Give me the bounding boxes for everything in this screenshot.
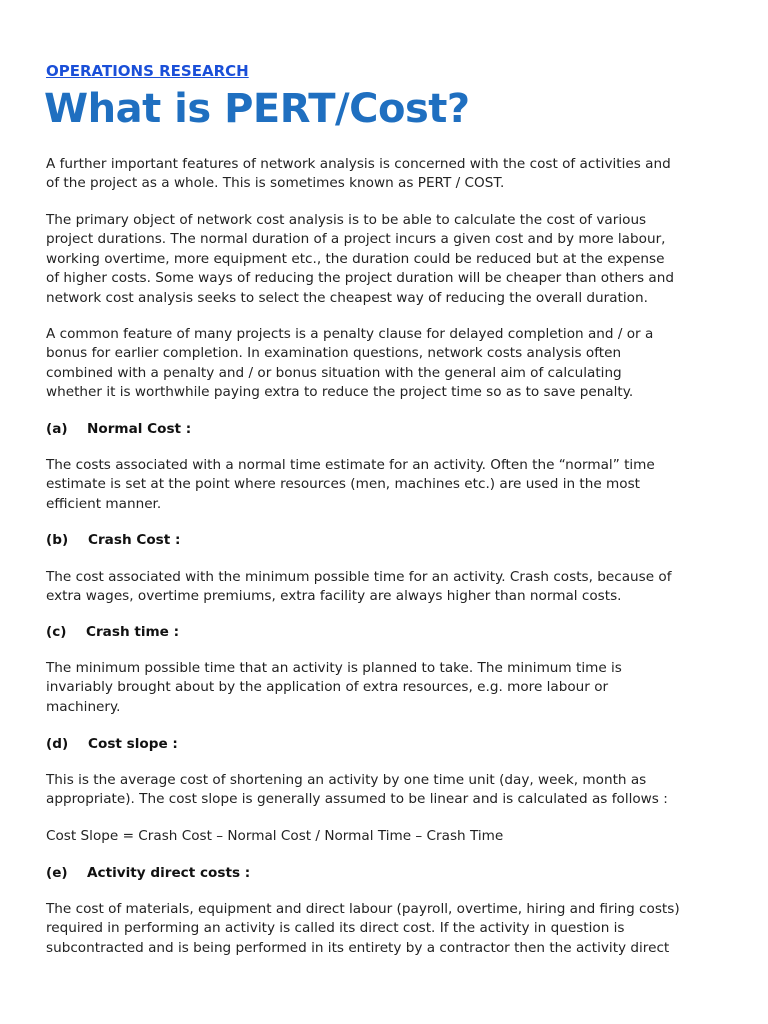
section-heading-crash-cost — [46, 531, 180, 550]
paragraph-line: The costs associated with a normal time estimate for an activity. Often the “normal” time — [46, 457, 655, 473]
section-letter: (b) — [46, 532, 69, 548]
section-title: Crash time : — [86, 624, 180, 640]
section-body-crash-cost — [46, 568, 678, 607]
paragraph-line: The minimum possible time that an activity is planned to take. The minimum time is — [46, 660, 622, 676]
intro-paragraph-3 — [46, 325, 678, 403]
paragraph-line: working overtime, more equipment etc., the duration could be reduced but at the expense — [46, 250, 665, 267]
section-title: Crash Cost : — [88, 532, 181, 548]
paragraph-line: The primary object of network cost analysis is to be able to calculate the cost of various — [46, 212, 647, 228]
formula-line: Cost Slope = Crash Cost – Normal Cost / Normal Time – Crash Time — [46, 828, 504, 844]
section-letter: (c) — [46, 624, 67, 640]
section-body-crash-time — [46, 659, 678, 717]
paragraph-line: of higher costs. Some ways of reducing the project duration will be cheaper than others and — [46, 270, 674, 287]
paragraph-line: bonus for earlier completion. In examination questions, network costs analysis often — [46, 345, 622, 362]
section-heading-activity-direct-costs — [46, 864, 250, 883]
cost-slope-formula — [46, 827, 678, 846]
section-letter: (a) — [46, 421, 68, 437]
paragraph-line: estimate is set at the point where resources (men, machines etc.) are used in the most — [46, 476, 641, 493]
section-body-activity-direct-costs — [46, 900, 678, 958]
paragraph-line: invariably brought about by the application of extra resources, e.g. more labour or — [46, 679, 609, 696]
section-title: Normal Cost : — [87, 421, 192, 437]
paragraph-line: A further important features of network analysis is concerned with the cost of activities and — [46, 156, 671, 172]
category-link[interactable]: OPERATIONS RESEARCH — [46, 62, 249, 80]
section-title: Activity direct costs : — [87, 865, 251, 881]
intro-paragraph-1 — [46, 155, 678, 194]
paragraph-line: of the project as a whole. This is sometimes known as PERT / COST. — [46, 175, 505, 192]
section-heading-crash-time — [46, 623, 179, 642]
section-title: Cost slope : — [88, 736, 178, 752]
section-heading-cost-slope — [46, 735, 178, 754]
paragraph-line: appropriate). The cost slope is generally assumed to be linear and is calculated as follows : — [46, 791, 668, 808]
paragraph-line: machinery. — [46, 698, 121, 715]
paragraph-line: subcontracted and is being performed in its entirety by a contractor then the activity direct — [46, 939, 670, 956]
page-title: What is PERT/Cost? — [44, 86, 470, 132]
paragraph-line: efficient manner. — [46, 495, 162, 512]
paragraph-line: The cost associated with the minimum possible time for an activity. Crash costs, because of — [46, 569, 672, 585]
section-letter: (e) — [46, 865, 68, 881]
section-body-normal-cost — [46, 456, 678, 514]
section-body-cost-slope — [46, 771, 678, 810]
section-letter: (d) — [46, 736, 69, 752]
paragraph-line: project durations. The normal duration of a project incurs a given cost and by more labour, — [46, 231, 666, 248]
paragraph-line: This is the average cost of shortening an activity by one time unit (day, week, month as — [46, 772, 647, 788]
intro-paragraph-2 — [46, 211, 678, 308]
paragraph-line: required in performing an activity is called its direct cost. If the activity in question is — [46, 920, 625, 937]
paragraph-line: combined with a penalty and / or bonus situation with the general aim of calculating — [46, 364, 622, 381]
section-heading-normal-cost — [46, 420, 191, 439]
paragraph-line: The cost of materials, equipment and direct labour (payroll, overtime, hiring and firing costs) — [46, 901, 680, 917]
paragraph-line: whether it is worthwhile paying extra to reduce the project time so as to save penalty. — [46, 384, 634, 401]
paragraph-line: network cost analysis seeks to select the cheapest way of reducing the overall duration. — [46, 289, 648, 306]
paragraph-line: extra wages, overtime premiums, extra facility are always higher than normal costs. — [46, 588, 622, 605]
paragraph-line: A common feature of many projects is a penalty clause for delayed completion and / or a — [46, 326, 654, 342]
